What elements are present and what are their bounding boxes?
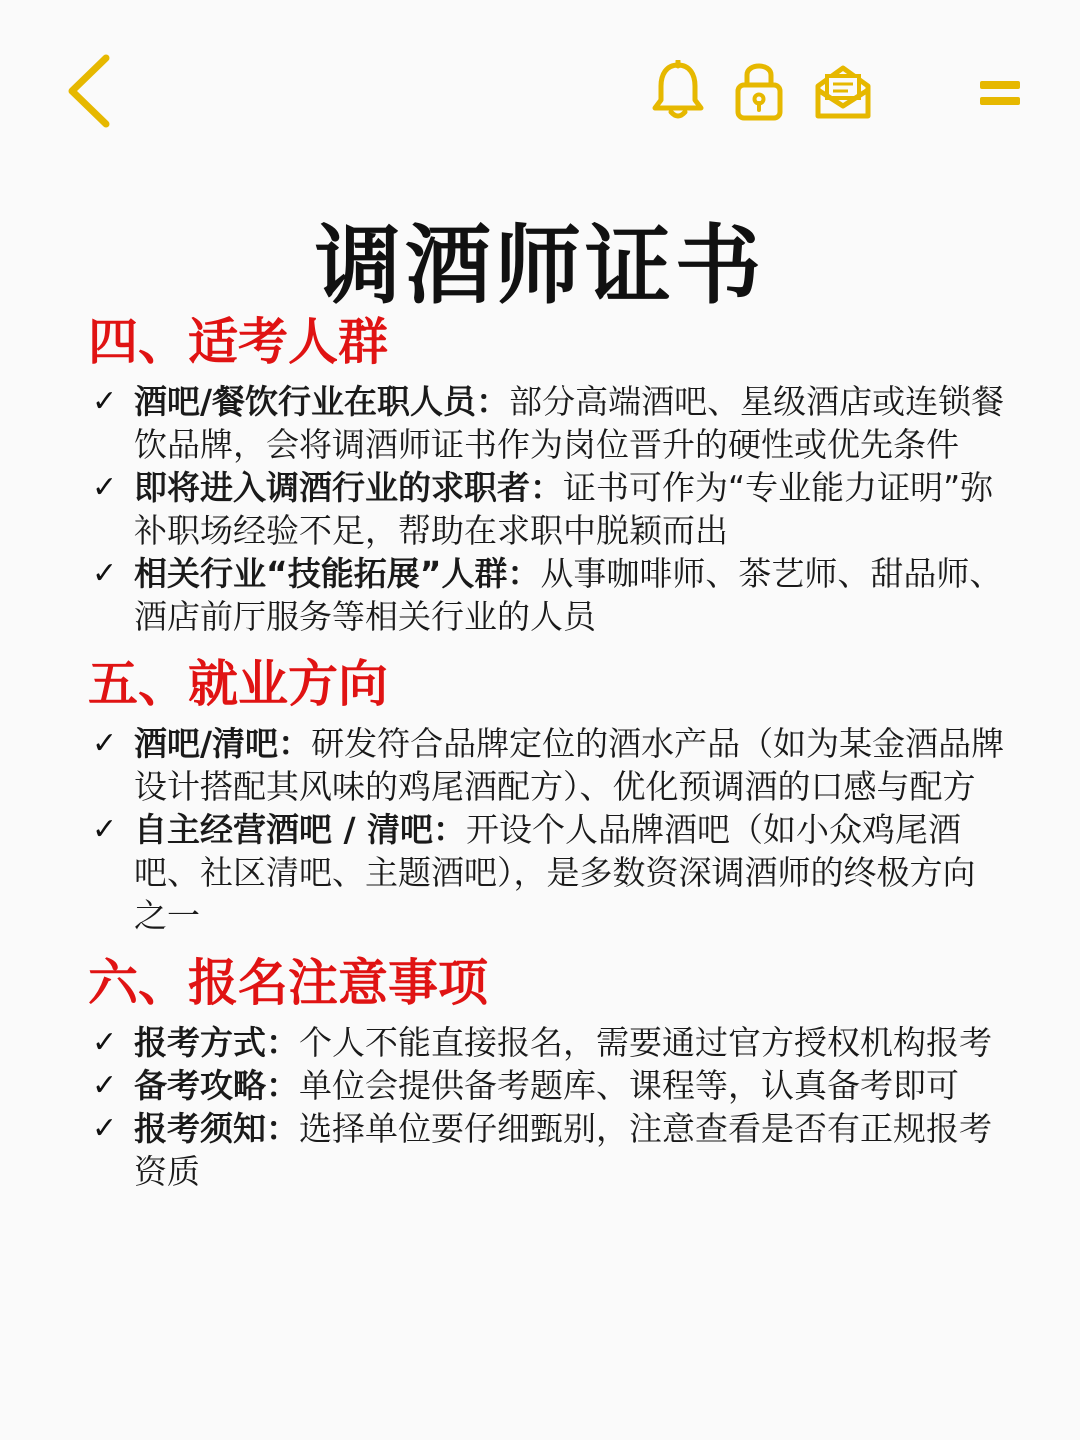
item-label: 报考须知 [134,1109,266,1148]
check-icon: ✓ [92,1068,118,1103]
item-text: 从事咖啡师、茶艺师、甜品师、酒店前厅服务等相关行业的人员 [134,554,1003,636]
check-icon: ✓ [92,384,118,419]
check-icon: ✓ [92,1111,118,1146]
item-label: 酒吧/清吧 [134,724,279,763]
check-icon: ✓ [92,1025,118,1060]
item-separator: ： [476,382,510,421]
chevron-left-icon[interactable] [62,52,114,130]
item-text: 个人不能直接报名，需要通过官方授权机构报考 [299,1023,992,1062]
list-item [88,380,1008,466]
menu-icon[interactable] [980,78,1020,108]
list-item [88,1064,1008,1107]
item-separator: ： [266,1066,299,1105]
content [88,312,1008,1209]
item-text: 单位会提供备考题库、课程等，认真备考即可 [299,1066,959,1105]
item-label: 相关行业“技能拓展”人群 [134,554,508,593]
section-careers [88,654,1008,937]
list-item [88,1107,1008,1193]
check-icon: ✓ [92,812,118,847]
item-separator: ： [530,468,563,507]
check-icon: ✓ [92,470,118,505]
section-registration-notes [88,953,1008,1193]
list-item [88,808,1008,937]
item-text: 部分高端酒吧、星级酒店或连锁餐饮品牌，会将调酒师证书作为岗位晋升的硬性或优先条件 [134,382,1005,464]
item-text: 研发符合品牌定位的酒水产品（如为某金酒品牌设计搭配其风味的鸡尾酒配方）、优化预调酒的口感与配方 [134,724,1005,806]
bell-icon[interactable] [650,60,706,120]
item-label: 即将进入调酒行业的求职者 [134,468,530,507]
item-separator: ： [278,724,312,763]
item-separator: ： [433,810,467,849]
item-label: 报考方式 [134,1023,266,1062]
top-bar [0,0,1080,150]
section-applicants [88,312,1008,638]
item-label: 自主经营酒吧 / 清吧 [134,810,434,849]
mail-icon[interactable] [814,62,872,120]
item-label: 备考攻略 [134,1066,266,1105]
list-item [88,722,1008,808]
item-separator: ： [266,1023,299,1062]
section-title: 五、就业方向 [88,654,388,713]
section-title: 六、报名注意事项 [88,953,488,1012]
item-label: 酒吧/餐饮行业在职人员 [134,382,477,421]
item-text: 证书可作为“专业能力证明”弥补职场经验不足，帮助在求职中脱颖而出 [134,468,994,550]
check-icon: ✓ [92,556,118,591]
item-separator: ： [507,554,541,593]
item-separator: ： [266,1109,299,1148]
item-text: 选择单位要仔细甄别，注意查看是否有正规报考资质 [134,1109,992,1191]
page-title: 调酒师证书 [315,214,765,316]
list-item [88,466,1008,552]
item-text: 开设个人品牌酒吧（如小众鸡尾酒吧、社区清吧、主题酒吧），是多数资深调酒师的终极方向之一 [134,810,976,935]
list-item [88,552,1008,638]
section-title: 四、适考人群 [88,312,388,371]
lock-icon[interactable] [734,58,784,122]
list-item [88,1021,1008,1064]
check-icon: ✓ [92,726,118,761]
